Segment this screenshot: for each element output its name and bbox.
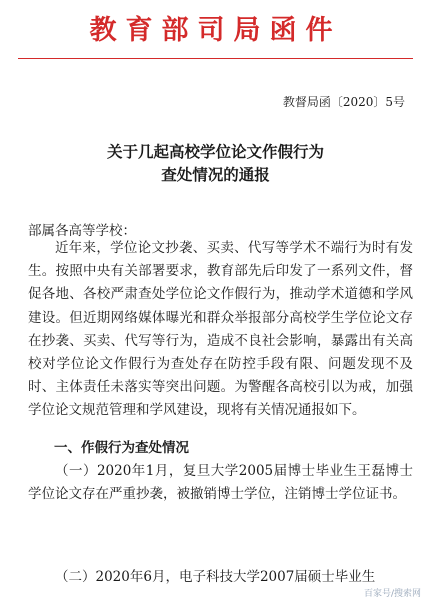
document-number: 教督局函〔2020〕5号 [282, 95, 405, 109]
section-heading: 一、作假行为查处情况 [54, 440, 189, 456]
source-watermark: 百家号/搜索网 [363, 589, 421, 599]
addressee: 部属各高等学校： [28, 223, 136, 239]
letterhead-divider [18, 58, 413, 59]
letterhead-title: 教育部司局函件 [89, 15, 342, 46]
document-title-line-1: 关于几起高校学位论文作假行为 [106, 142, 324, 161]
document-title-line-2: 查处情况的通报 [161, 165, 270, 184]
case-paragraph-2: （二）2020年6月，电子科技大学2007届硕士毕业生 [55, 569, 376, 585]
intro-paragraph: 近年来，学位论文抄袭、买卖、代写等学术不端行为时有发生。按照中央有关部署要求，教育部先后印发了一系列文件，督促各地、各校严肃查处学位论文作假行为，推动学术道德和学风建设。但近期网络媒体曝光和群众举报部分高校学生学位论文存在抄袭、买卖、代写等行为，造成不良社会影响，暴露出有关高校对学位论文作假行为查处存在防控手段有限、问题发现不及时、主体责任未落实等突出问题。为警醒各高校引以为戒，加强学位论文规范管理和学风建设，现将有关情况通报如下。 [28, 240, 413, 419]
case-paragraph-1: （一）2020年1月，复旦大学2005届博士毕业生王磊博士学位论文存在严重抄袭，被撤销博士学位，注销博士学位证书。 [28, 463, 413, 503]
